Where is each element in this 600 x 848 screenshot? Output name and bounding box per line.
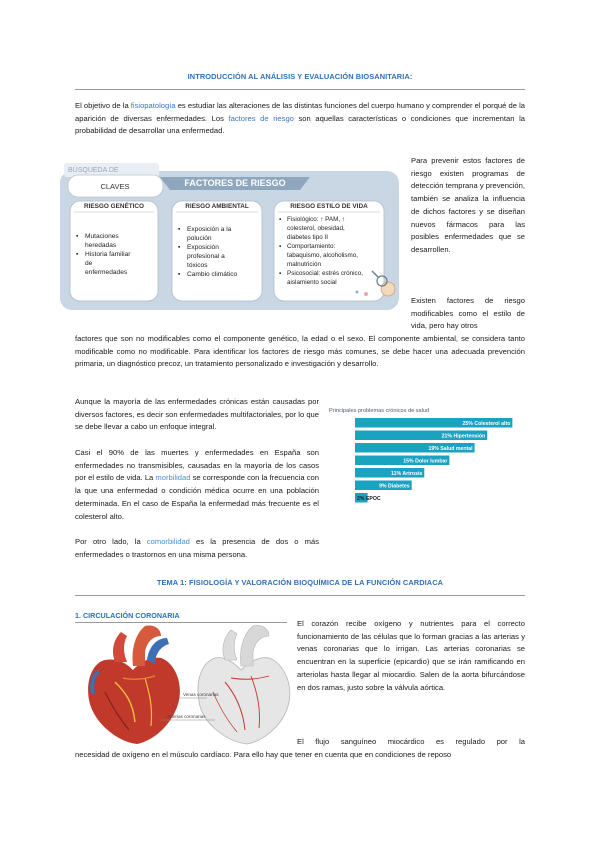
genetic-item-1b: heredadas: [85, 242, 117, 249]
bullet: ▪: [178, 244, 181, 251]
chronic-problems-chart: [325, 402, 525, 532]
bullet: ▪: [76, 233, 79, 240]
label-veins: Venas coronarias: [183, 692, 219, 697]
label-arteries: Arterias coronarias: [167, 714, 206, 719]
life-item-1: Fisiológico: ↑ PAM, ↑: [287, 216, 345, 223]
bullet: ▪: [76, 251, 79, 258]
chronic-text-2a: Casi el 90% de las muertes y enfermedades en España son enfermedades no transmisibles, causadas en la mayoría de los casos por el estilo de vida. La: [75, 448, 319, 483]
chart-title: Principales problemas crónicos de salud: [329, 408, 430, 414]
chart-bar-label: 15% Dolor lumbar: [403, 458, 448, 465]
heart-illustration-colored: [88, 625, 180, 744]
bullet: ▪: [279, 216, 282, 223]
coronary-paragraph-1: El corazón recibe oxígeno y nutrientes para el correcto funcionamiento de las células que lo forman gracias a las arterias y venas coronarias que lo irrigan. Las arterias coronarias se encuentran en la superficie (epicardio) que se irán ramificando en arteriolas hasta llegar al miocardio. Salen de la aorta bifurcándose en dos ramas, justo sobre la válvula aórtica.: [297, 619, 525, 692]
intro-text-2: es estudiar las alteraciones de las distintas funciones del cuerpo humano y comprender el porqué de la aparición de diversas enfermedades. Los: [75, 101, 525, 123]
chart-bars: [355, 418, 512, 503]
column-environmental: [172, 201, 262, 301]
banner-title: FACTORES DE RIESGO: [184, 178, 286, 188]
chronic-text-3a: Por otro lado, la: [75, 537, 147, 546]
chart-bar-label: 25% Colesterol alto: [462, 421, 511, 427]
column-genetic-title: RIESGO GENÉTICO: [83, 203, 145, 210]
genetic-item-1: Mutaciones: [85, 233, 119, 240]
chart-bar-label: 11% Artrosis: [391, 471, 423, 477]
chronic-text-3b: es la presencia de dos o más enfermedades o trastornos en una misma persona.: [75, 537, 319, 559]
genetic-item-2: Historia familiar: [85, 251, 131, 258]
intro-text-3: son aquellas características o condiciones que incrementan la probabilidad de desarrollar una enfermedad.: [75, 113, 525, 136]
bullet: ▪: [178, 226, 181, 233]
title-divider: [75, 89, 525, 90]
modifiable-paragraph-start: Existen factores de riesgo modificables como el estilo de vida, pero hay otros: [411, 296, 525, 331]
column-lifestyle-title: RIESGO ESTILO DE VIDA: [290, 203, 368, 210]
env-item-2: Exposición: [187, 244, 219, 251]
keys-label: CLAVES: [100, 182, 130, 191]
chronic-paragraph-3: [75, 536, 319, 561]
env-item-3: Cambio climático: [187, 271, 238, 278]
life-item-1c: diabetes tipo II: [287, 234, 328, 241]
chart-bar-label: 2% EPOC: [357, 496, 381, 502]
heart-coronary-figure: [75, 622, 297, 746]
chart-bar-label: 21% Hipertensión: [441, 433, 486, 440]
bullet: ▪: [279, 243, 282, 250]
env-item-1: Exposición a la: [187, 226, 232, 233]
factors-paragraph: factores que son no modificables como el componente genético, la edad o el sexo. El componente ambiental, se considera tanto modificable como no modificable. Para identificar los factores de riesgo más comunes, se debe hacer una adecuada prevención primaria, un diagnóstico precoz, un tratamiento personalizado e investigación y desarrollo.: [75, 334, 525, 369]
heart-illustration-outline: [198, 625, 290, 744]
chronic-paragraph-2: [75, 447, 319, 523]
life-item-2b: tabaquismo, alcoholismo,: [287, 252, 359, 259]
life-item-3b: aislamiento social: [287, 279, 337, 286]
prevention-paragraph: Para prevenir estos factores de riesgo existen programas de detección temprana y prevención, también se analiza la influencia de dichos factores y se diseñan nuevos fármacos para las posibles enfermedades que se desarrollen.: [411, 156, 525, 254]
life-item-1b: colesterol, obesidad,: [287, 225, 345, 232]
chronic-text-2b: se corresponde con la frecuencia con la que una enfermedad o condición médica ocurre en una población determinada. En el caso de España la enfermedad más frecuente es el colesterol alto.: [75, 473, 319, 521]
column-environmental-title: RIESGO AMBIENTAL: [185, 203, 249, 210]
keyword-morbilidad: morbilidad: [155, 473, 191, 483]
life-item-2: Comportamiento:: [287, 243, 336, 250]
intro-text-1: El objetivo de la: [75, 101, 131, 110]
env-item-1b: polución: [187, 235, 212, 242]
life-item-2c: malnutrición: [287, 261, 321, 268]
keyword-comorbilidad: comorbilidad: [146, 537, 190, 546]
coronary-paragraph-2b: necesidad de oxígeno en el músculo cardíaco. Para ello hay que tener en cuenta que en condiciones de reposo: [75, 750, 452, 759]
intro-paragraph: [75, 100, 525, 138]
bullet: ▪: [178, 271, 181, 278]
coronary-paragraph-2a: El flujo sanguíneo miocárdico es regulado por la: [297, 737, 525, 746]
bullet: ▪: [279, 270, 282, 277]
genetic-item-2b: de: [85, 260, 93, 267]
top-left-label: BÚSQUEDA DE: [68, 167, 119, 174]
chronic-paragraph-1: Aunque la mayoría de las enfermedades crónicas están causadas por diversos factores, es decir son enfermedades multifactoriales, por lo que se debe llevar a cabo un enfoque integral.: [75, 397, 319, 432]
genetic-item-2c: enfermedades: [85, 269, 128, 276]
life-item-3: Psicosocial: estrés crónico,: [287, 270, 363, 277]
env-item-2b: profesional a: [187, 253, 225, 260]
keyword-factores-riesgo: factores de riesgo: [228, 113, 294, 123]
doc-title: INTRODUCCIÓN AL ANÁLISIS Y EVALUACIÓN BIOSANITARIA:: [187, 72, 413, 81]
tema1-title: TEMA 1: FISIOLOGÍA Y VALORACIÓN BIOQUÍMICA DE LA FUNCIÓN CARDIACA: [156, 578, 444, 587]
keyword-fisiopatologia: fisiopatología: [130, 101, 176, 110]
chart-bar-label: 19% Salud mental: [428, 446, 473, 452]
risk-factors-infographic: [60, 163, 399, 310]
tema1-divider: [75, 595, 525, 596]
section-circulacion-coronaria: 1. CIRCULACIÓN CORONARIA: [75, 611, 180, 620]
env-item-2c: tóxicos: [187, 262, 208, 269]
chart-bar-label: 9% Diabetes: [379, 483, 410, 490]
